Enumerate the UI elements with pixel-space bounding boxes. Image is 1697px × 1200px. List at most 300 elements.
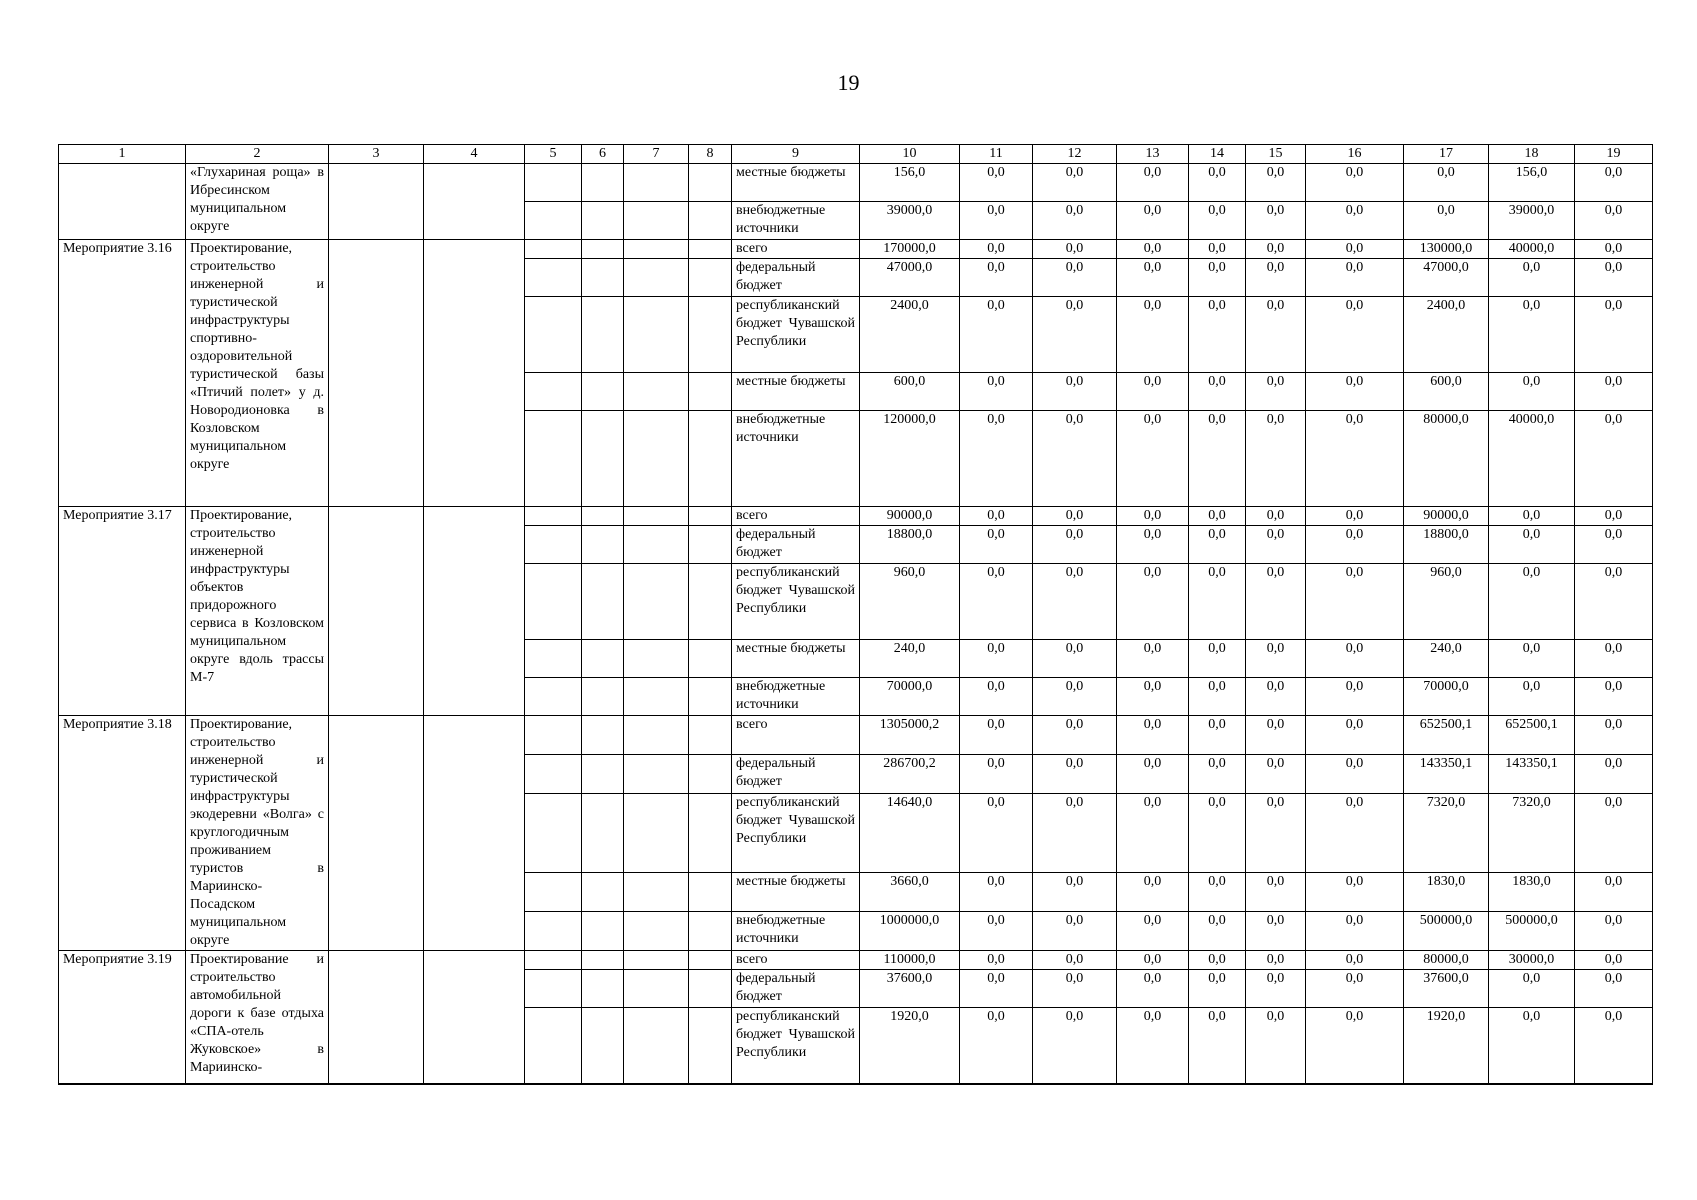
column-number-4: 4 (424, 145, 525, 164)
value-cell: 0,0 (1033, 970, 1117, 1008)
value-cell: 1830,0 (1489, 872, 1575, 911)
value-cell: 18800,0 (860, 526, 960, 564)
column-number-12: 12 (1033, 145, 1117, 164)
funding-source: республиканский бюджет Чувашской Республики (732, 297, 860, 373)
blank-cell (525, 240, 582, 259)
measure-cell: Мероприятие 3.16 (59, 240, 186, 507)
value-cell: 143350,1 (1404, 755, 1489, 794)
blank-cell (624, 755, 689, 794)
value-cell: 0,0 (1189, 297, 1246, 373)
blank-cell (624, 951, 689, 970)
blank-cell (582, 794, 624, 872)
blank-cell (525, 794, 582, 872)
blank-cell (582, 411, 624, 507)
blank-cell (424, 951, 525, 1084)
measure-description: Проектирование и строительство автомобильной дороги к базе отдыха «СПА-отель Жуковское» в Мариинско- (186, 951, 329, 1084)
value-cell: 0,0 (1306, 678, 1404, 716)
blank-cell (624, 297, 689, 373)
value-cell: 0,0 (1117, 755, 1189, 794)
value-cell: 0,0 (1033, 678, 1117, 716)
blank-cell (525, 202, 582, 240)
funding-source: республиканский бюджет Чувашской Республики (732, 1008, 860, 1084)
value-cell: 0,0 (1189, 794, 1246, 872)
blank-cell (689, 951, 732, 970)
blank-cell (525, 755, 582, 794)
column-number-9: 9 (732, 145, 860, 164)
value-cell: 0,0 (1189, 911, 1246, 950)
funding-source: всего (732, 716, 860, 755)
value-cell: 500000,0 (1404, 911, 1489, 950)
value-cell: 0,0 (1489, 297, 1575, 373)
value-cell: 1920,0 (860, 1008, 960, 1084)
funding-source: местные бюджеты (732, 373, 860, 411)
funding-source: федеральный бюджет (732, 755, 860, 794)
measure-cell: Мероприятие 3.19 (59, 951, 186, 1084)
value-cell: 0,0 (1306, 1008, 1404, 1084)
page-number: 19 (837, 70, 860, 95)
value-cell: 39000,0 (1489, 202, 1575, 240)
value-cell: 0,0 (1306, 911, 1404, 950)
column-number-row (59, 145, 1653, 164)
blank-cell (582, 1008, 624, 1084)
column-number-7: 7 (624, 145, 689, 164)
value-cell: 0,0 (1489, 507, 1575, 526)
blank-cell (624, 970, 689, 1008)
value-cell: 0,0 (1246, 259, 1306, 297)
blank-cell (582, 373, 624, 411)
value-cell: 1830,0 (1404, 872, 1489, 911)
value-cell: 0,0 (1246, 164, 1306, 202)
funding-source: федеральный бюджет (732, 259, 860, 297)
value-cell: 0,0 (960, 951, 1033, 970)
value-cell: 0,0 (1189, 259, 1246, 297)
budget-table (58, 144, 1653, 1085)
value-cell: 0,0 (1575, 872, 1653, 911)
value-cell: 0,0 (1117, 640, 1189, 678)
value-cell: 3660,0 (860, 872, 960, 911)
blank-cell (525, 951, 582, 970)
value-cell: 0,0 (1575, 202, 1653, 240)
value-cell: 0,0 (1033, 716, 1117, 755)
value-cell: 0,0 (1489, 526, 1575, 564)
blank-cell (525, 164, 582, 202)
value-cell: 0,0 (1189, 526, 1246, 564)
value-cell: 0,0 (960, 640, 1033, 678)
blank-cell (689, 240, 732, 259)
value-cell: 0,0 (1575, 297, 1653, 373)
blank-cell (624, 640, 689, 678)
value-cell: 0,0 (1306, 259, 1404, 297)
value-cell: 0,0 (1246, 755, 1306, 794)
funding-source: местные бюджеты (732, 640, 860, 678)
blank-cell (424, 240, 525, 507)
blank-cell (582, 564, 624, 640)
blank-cell (525, 1008, 582, 1084)
column-number-3: 3 (329, 145, 424, 164)
blank-cell (624, 716, 689, 755)
value-cell: 0,0 (1246, 240, 1306, 259)
value-cell: 0,0 (1246, 507, 1306, 526)
value-cell: 0,0 (1117, 411, 1189, 507)
value-cell: 70000,0 (860, 678, 960, 716)
value-cell: 500000,0 (1489, 911, 1575, 950)
blank-cell (689, 526, 732, 564)
value-cell: 0,0 (1306, 794, 1404, 872)
value-cell: 80000,0 (1404, 411, 1489, 507)
blank-cell (329, 164, 424, 240)
blank-cell (689, 202, 732, 240)
blank-cell (624, 794, 689, 872)
value-cell: 0,0 (1189, 970, 1246, 1008)
blank-cell (689, 297, 732, 373)
value-cell: 0,0 (1575, 951, 1653, 970)
value-cell: 0,0 (1489, 373, 1575, 411)
value-cell: 0,0 (1489, 970, 1575, 1008)
blank-cell (624, 526, 689, 564)
measure-description: Проектирование, строительство инженерной и туристической инфраструктуры спортивно-оздоровительной туристической базы «Птичий полет» у д. Новородионовка в Козловском муниципальном округе (186, 240, 329, 507)
blank-cell (624, 564, 689, 640)
value-cell: 0,0 (1306, 373, 1404, 411)
value-cell: 0,0 (1575, 1008, 1653, 1084)
value-cell: 0,0 (1489, 678, 1575, 716)
funding-source: местные бюджеты (732, 872, 860, 911)
value-cell: 0,0 (1189, 951, 1246, 970)
value-cell: 0,0 (1575, 716, 1653, 755)
value-cell: 0,0 (1306, 240, 1404, 259)
blank-cell (689, 373, 732, 411)
value-cell: 0,0 (1189, 240, 1246, 259)
table-row (59, 951, 1653, 970)
value-cell: 240,0 (860, 640, 960, 678)
column-number-16: 16 (1306, 145, 1404, 164)
blank-cell (624, 678, 689, 716)
value-cell: 0,0 (960, 259, 1033, 297)
blank-cell (624, 411, 689, 507)
blank-cell (689, 507, 732, 526)
funding-source: всего (732, 951, 860, 970)
blank-cell (689, 259, 732, 297)
value-cell: 0,0 (1117, 564, 1189, 640)
value-cell: 0,0 (1246, 297, 1306, 373)
table-row (59, 164, 1653, 202)
blank-cell (582, 202, 624, 240)
table-row (59, 716, 1653, 755)
value-cell: 0,0 (1189, 164, 1246, 202)
blank-cell (582, 951, 624, 970)
value-cell: 1000000,0 (860, 911, 960, 950)
value-cell: 0,0 (1306, 202, 1404, 240)
value-cell: 0,0 (1189, 411, 1246, 507)
blank-cell (582, 678, 624, 716)
value-cell: 0,0 (1117, 240, 1189, 259)
blank-cell (624, 872, 689, 911)
value-cell: 0,0 (1033, 202, 1117, 240)
column-number-14: 14 (1189, 145, 1246, 164)
value-cell: 0,0 (1117, 259, 1189, 297)
blank-cell (689, 411, 732, 507)
value-cell: 0,0 (1246, 678, 1306, 716)
value-cell: 0,0 (1306, 297, 1404, 373)
column-number-15: 15 (1246, 145, 1306, 164)
column-number-17: 17 (1404, 145, 1489, 164)
value-cell: 0,0 (960, 240, 1033, 259)
value-cell: 0,0 (1575, 678, 1653, 716)
blank-cell (582, 240, 624, 259)
value-cell: 1920,0 (1404, 1008, 1489, 1084)
value-cell: 0,0 (1575, 970, 1653, 1008)
blank-cell (329, 240, 424, 507)
value-cell: 0,0 (1033, 240, 1117, 259)
value-cell: 0,0 (1117, 970, 1189, 1008)
value-cell: 90000,0 (1404, 507, 1489, 526)
value-cell: 0,0 (1306, 526, 1404, 564)
value-cell: 0,0 (1306, 164, 1404, 202)
value-cell: 2400,0 (1404, 297, 1489, 373)
value-cell: 0,0 (1575, 526, 1653, 564)
blank-cell (624, 373, 689, 411)
value-cell: 0,0 (1489, 1008, 1575, 1084)
measure-description: «Глухариная роща» в Ибресинском муниципальном округе (186, 164, 329, 240)
value-cell: 0,0 (1575, 240, 1653, 259)
blank-cell (525, 373, 582, 411)
blank-cell (689, 564, 732, 640)
value-cell: 0,0 (1033, 1008, 1117, 1084)
value-cell: 0,0 (1033, 297, 1117, 373)
value-cell: 7320,0 (1489, 794, 1575, 872)
value-cell: 90000,0 (860, 507, 960, 526)
value-cell: 240,0 (1404, 640, 1489, 678)
value-cell: 0,0 (1189, 564, 1246, 640)
value-cell: 18800,0 (1404, 526, 1489, 564)
blank-cell (689, 1008, 732, 1084)
value-cell: 0,0 (1189, 872, 1246, 911)
value-cell: 0,0 (1189, 678, 1246, 716)
blank-cell (424, 716, 525, 951)
blank-cell (582, 716, 624, 755)
measure-cell: Мероприятие 3.18 (59, 716, 186, 951)
value-cell: 0,0 (1033, 872, 1117, 911)
value-cell: 0,0 (960, 564, 1033, 640)
value-cell: 0,0 (1189, 716, 1246, 755)
value-cell: 0,0 (1575, 755, 1653, 794)
value-cell: 0,0 (960, 794, 1033, 872)
blank-cell (525, 716, 582, 755)
value-cell: 0,0 (1189, 1008, 1246, 1084)
blank-cell (525, 970, 582, 1008)
value-cell: 0,0 (1489, 564, 1575, 640)
value-cell: 0,0 (1575, 373, 1653, 411)
value-cell: 47000,0 (860, 259, 960, 297)
value-cell: 0,0 (960, 202, 1033, 240)
blank-cell (624, 164, 689, 202)
blank-cell (624, 507, 689, 526)
value-cell: 0,0 (960, 297, 1033, 373)
column-number-19: 19 (1575, 145, 1653, 164)
blank-cell (689, 970, 732, 1008)
value-cell: 0,0 (960, 716, 1033, 755)
blank-cell (525, 872, 582, 911)
blank-cell (689, 755, 732, 794)
column-number-1: 1 (59, 145, 186, 164)
value-cell: 14640,0 (860, 794, 960, 872)
value-cell: 39000,0 (860, 202, 960, 240)
value-cell: 0,0 (960, 526, 1033, 564)
blank-cell (525, 297, 582, 373)
value-cell: 40000,0 (1489, 240, 1575, 259)
value-cell: 0,0 (1246, 951, 1306, 970)
value-cell: 0,0 (1306, 755, 1404, 794)
value-cell: 0,0 (1575, 794, 1653, 872)
measure-description: Проектирование, строительство инженерной инфраструктуры объектов придорожного сервиса в Козловском муниципальном округе вдоль трассы М-7 (186, 507, 329, 716)
value-cell: 7320,0 (1404, 794, 1489, 872)
value-cell: 0,0 (960, 411, 1033, 507)
value-cell: 0,0 (1189, 755, 1246, 794)
blank-cell (689, 640, 732, 678)
value-cell: 0,0 (1033, 564, 1117, 640)
value-cell: 37600,0 (860, 970, 960, 1008)
value-cell: 0,0 (1033, 794, 1117, 872)
value-cell: 0,0 (1246, 794, 1306, 872)
value-cell: 37600,0 (1404, 970, 1489, 1008)
blank-cell (689, 716, 732, 755)
value-cell: 0,0 (1246, 202, 1306, 240)
value-cell: 0,0 (1575, 564, 1653, 640)
blank-cell (525, 678, 582, 716)
table-row (59, 240, 1653, 259)
blank-cell (582, 911, 624, 950)
funding-source: федеральный бюджет (732, 970, 860, 1008)
value-cell: 80000,0 (1404, 951, 1489, 970)
value-cell: 130000,0 (1404, 240, 1489, 259)
blank-cell (525, 911, 582, 950)
blank-cell (689, 678, 732, 716)
value-cell: 0,0 (1246, 564, 1306, 640)
value-cell: 0,0 (1033, 755, 1117, 794)
blank-cell (525, 564, 582, 640)
value-cell: 0,0 (1189, 202, 1246, 240)
blank-cell (582, 970, 624, 1008)
blank-cell (582, 507, 624, 526)
value-cell: 0,0 (1033, 411, 1117, 507)
value-cell: 0,0 (1117, 716, 1189, 755)
value-cell: 0,0 (1033, 911, 1117, 950)
value-cell: 0,0 (960, 755, 1033, 794)
blank-cell (424, 507, 525, 716)
blank-cell (582, 259, 624, 297)
blank-cell (525, 411, 582, 507)
column-number-13: 13 (1117, 145, 1189, 164)
value-cell: 600,0 (1404, 373, 1489, 411)
value-cell: 0,0 (1306, 970, 1404, 1008)
value-cell: 0,0 (1489, 259, 1575, 297)
value-cell: 120000,0 (860, 411, 960, 507)
value-cell: 0,0 (1033, 259, 1117, 297)
value-cell: 0,0 (1489, 640, 1575, 678)
value-cell: 0,0 (1033, 373, 1117, 411)
value-cell: 0,0 (1246, 716, 1306, 755)
measure-description: Проектирование, строительство инженерной и туристической инфраструктуры экодеревни «Волга» с круглогодичным проживанием туристов в Мариинско-Посадском муниципальном округе (186, 716, 329, 951)
value-cell: 30000,0 (1489, 951, 1575, 970)
value-cell: 0,0 (960, 911, 1033, 950)
blank-cell (525, 526, 582, 564)
funding-source: республиканский бюджет Чувашской Республики (732, 794, 860, 872)
blank-cell (624, 259, 689, 297)
column-number-18: 18 (1489, 145, 1575, 164)
funding-source: внебюджетные источники (732, 911, 860, 950)
blank-cell (582, 526, 624, 564)
funding-source: местные бюджеты (732, 164, 860, 202)
value-cell: 960,0 (860, 564, 960, 640)
blank-cell (582, 872, 624, 911)
blank-cell (624, 202, 689, 240)
value-cell: 0,0 (1575, 640, 1653, 678)
column-number-6: 6 (582, 145, 624, 164)
value-cell: 652500,1 (1404, 716, 1489, 755)
value-cell: 0,0 (1246, 373, 1306, 411)
value-cell: 0,0 (1117, 951, 1189, 970)
value-cell: 0,0 (1306, 640, 1404, 678)
column-number-8: 8 (689, 145, 732, 164)
value-cell: 0,0 (1306, 507, 1404, 526)
value-cell: 0,0 (1575, 411, 1653, 507)
blank-cell (624, 911, 689, 950)
value-cell: 0,0 (1117, 297, 1189, 373)
value-cell: 0,0 (1246, 640, 1306, 678)
value-cell: 0,0 (960, 164, 1033, 202)
value-cell: 0,0 (1575, 507, 1653, 526)
value-cell: 600,0 (860, 373, 960, 411)
measure-cell: Мероприятие 3.17 (59, 507, 186, 716)
funding-source: всего (732, 240, 860, 259)
value-cell: 0,0 (1117, 202, 1189, 240)
value-cell: 0,0 (1189, 507, 1246, 526)
value-cell: 0,0 (1117, 794, 1189, 872)
blank-cell (582, 297, 624, 373)
value-cell: 0,0 (1117, 911, 1189, 950)
column-number-11: 11 (960, 145, 1033, 164)
value-cell: 652500,1 (1489, 716, 1575, 755)
value-cell: 0,0 (1117, 678, 1189, 716)
value-cell: 0,0 (960, 678, 1033, 716)
blank-cell (525, 259, 582, 297)
measure-cell (59, 164, 186, 240)
value-cell: 0,0 (1246, 1008, 1306, 1084)
value-cell: 156,0 (860, 164, 960, 202)
value-cell: 0,0 (1033, 507, 1117, 526)
value-cell: 47000,0 (1404, 259, 1489, 297)
value-cell: 0,0 (1575, 164, 1653, 202)
column-number-10: 10 (860, 145, 960, 164)
value-cell: 0,0 (1246, 970, 1306, 1008)
value-cell: 0,0 (1306, 872, 1404, 911)
table-row (59, 507, 1653, 526)
blank-cell (689, 164, 732, 202)
value-cell: 0,0 (1246, 911, 1306, 950)
value-cell: 0,0 (1306, 564, 1404, 640)
value-cell: 0,0 (1033, 951, 1117, 970)
value-cell: 0,0 (1117, 872, 1189, 911)
value-cell: 0,0 (1189, 373, 1246, 411)
column-number-2: 2 (186, 145, 329, 164)
value-cell: 286700,2 (860, 755, 960, 794)
blank-cell (624, 240, 689, 259)
value-cell: 0,0 (1404, 202, 1489, 240)
funding-source: республиканский бюджет Чувашской Республики (732, 564, 860, 640)
value-cell: 0,0 (1246, 526, 1306, 564)
value-cell: 0,0 (1117, 164, 1189, 202)
blank-cell (689, 794, 732, 872)
blank-cell (424, 164, 525, 240)
